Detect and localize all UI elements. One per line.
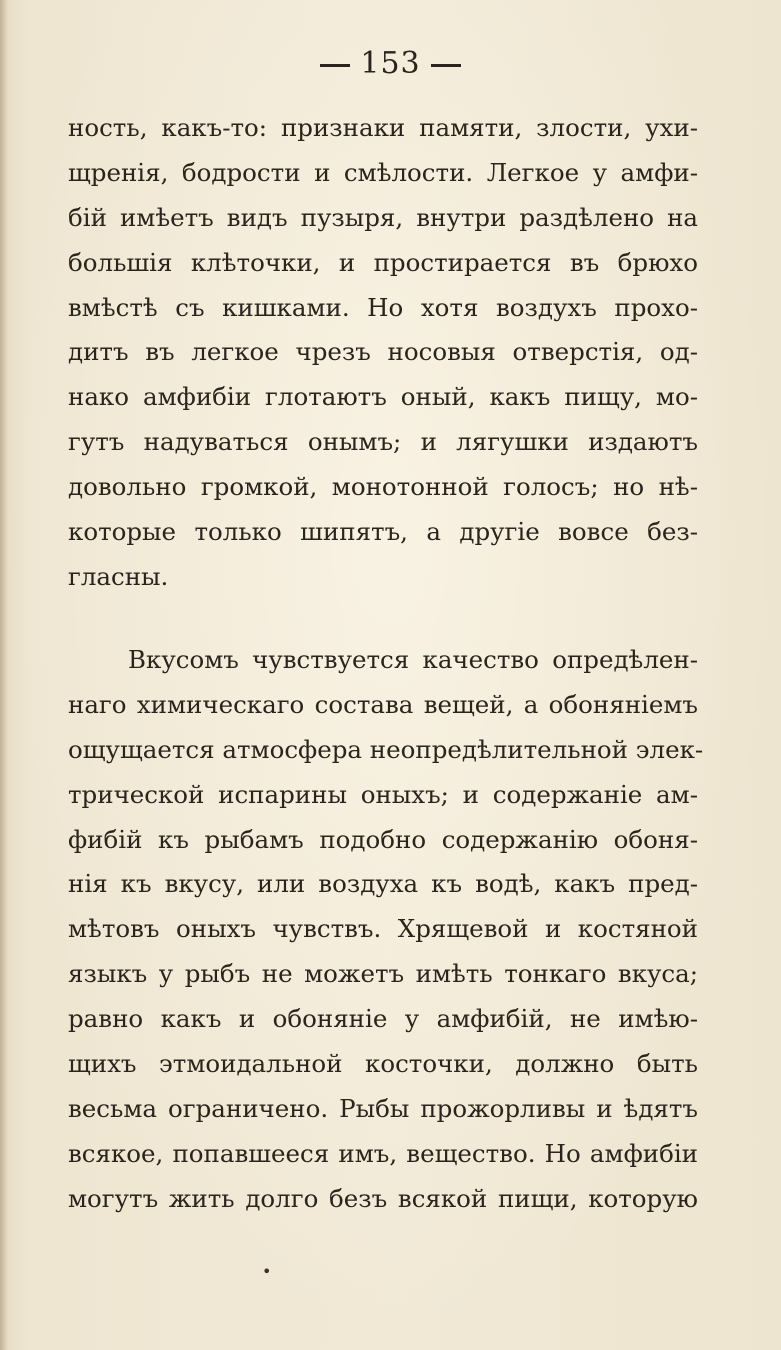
text-line: довольно громкой, монотонной голосъ; но нѣ-: [68, 472, 698, 502]
text-line: мѣтовъ оныхъ чувствъ. Хрящевой и костяной: [68, 914, 698, 944]
text-line: могутъ жить долго безъ всякой пищи, которую: [68, 1183, 698, 1213]
page-number: 153: [360, 46, 421, 81]
text-line: всякое, попавшееся имъ, вещество. Но амфибіи: [68, 1138, 698, 1168]
paragraph-1: [68, 106, 698, 600]
text-line: гласны.: [68, 561, 169, 591]
text-line: наго химическаго состава вещей, а обоняніемъ: [68, 689, 698, 719]
ink-speck: •: [262, 1262, 272, 1281]
text-line: Вкусомъ чувствуется качество опредѣлен-: [128, 645, 698, 674]
page-header: [0, 46, 781, 81]
text-line: бій имѣетъ видъ пузыря, внутри раздѣлено на: [68, 202, 698, 232]
text-line: щихъ этмоидальной косточки, должно быть: [68, 1049, 698, 1079]
text-line: равно какъ и обоняніе у амфибій, не имѣю-: [68, 1004, 698, 1034]
text-line: нако амфибіи глотаютъ оный, какъ пищу, мо-: [68, 382, 698, 412]
text-line: гутъ надуваться онымъ; и лягушки издаютъ: [68, 427, 698, 457]
header-dash-left: [320, 64, 350, 67]
header-dash-right: [431, 64, 461, 67]
text-line: ность, какъ-то: признаки памяти, злости, ухи-: [68, 113, 698, 142]
text-line: щренія, бодрости и смѣлости. Легкое у амфи-: [68, 157, 698, 187]
text-line: которые только шипятъ, а другіе вовсе без-: [68, 517, 698, 547]
text-line: вмѣстѣ съ кишками. Но хотя воздухъ прохо-: [68, 292, 698, 322]
page-binding-shadow: [0, 0, 8, 1350]
text-line: весьма ограничено. Рыбы прожорливы и ѣдятъ: [68, 1093, 698, 1123]
text-line: большія клѣточки, и простирается въ брюхо: [68, 247, 698, 277]
text-line: дитъ въ легкое чрезъ носовыя отверстія, од-: [68, 337, 698, 367]
paragraph-2: [68, 638, 704, 1222]
text-line: языкъ у рыбъ не можетъ имѣть тонкаго вкуса;: [68, 959, 698, 989]
text-line: ощущается атмосфера неопредѣлительной элек-: [68, 734, 704, 764]
text-line: фибій къ рыбамъ подобно содержанію обоня-: [68, 824, 698, 854]
text-line: трической испарины оныхъ; и содержаніе ам-: [68, 779, 698, 809]
text-line: нія къ вкусу, или воздуха къ водѣ, какъ пред-: [68, 869, 698, 899]
